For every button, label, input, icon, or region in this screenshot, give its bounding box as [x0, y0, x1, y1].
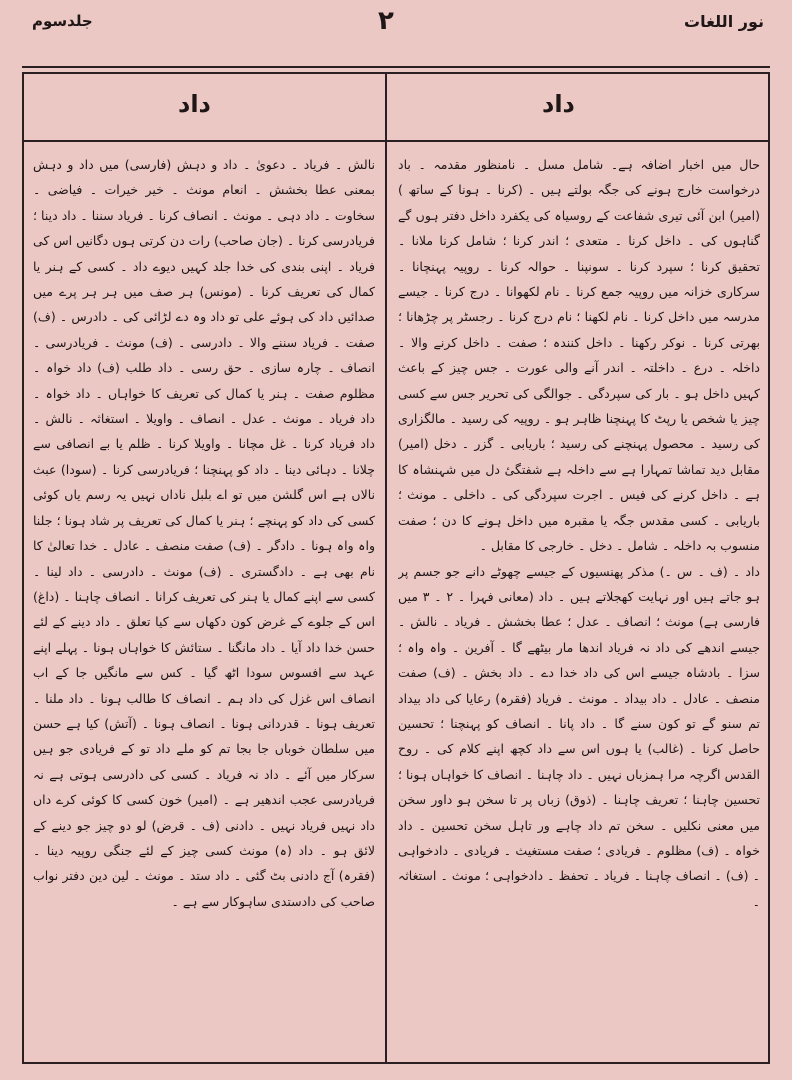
right-column-text: [398, 152, 760, 1052]
right-entry-paragraph: داد ۔ (ف ۔ س ۔) مذکر پھنسیوں کے جیسے چھوٹے دانے جو جسم پر ہو جاتے ہیں اور نہایت کھجلاتے ہیں ۔ داد (معانی فہرا ۔ ۲ ۔ ۳ میں فارسی ہے) مونث ؛ انصاف ۔ عدل ؛ عطا بخشش ۔ فریاد ۔ نالش ۔ جیسے اندھے کی داد نہ فریاد اندھا مار بیٹھے گا ۔ آفرین ۔ واہ واہ ؛ سزا ۔ بادشاہ جیسے اس کی داد خدا دے ۔ داد بخش ۔ (ف) صفت منصف ۔ عادل ۔ داد بیداد ۔ مونث ۔ فریاد (فقرہ) رعایا کی داد بیداد تم سنو گے تو کون سنے گا ۔ داد پانا ۔ انصاف کو پہنچنا ؛ تحسین حاصل کرنا ۔ (غالب) یا ہوں اس سے داد کچھ اپنے کلام کی ۔ روح القدس اگرچہ مرا ہمزباں نہیں ۔ داد چاہنا ۔ انصاف کا خواہاں ہونا ؛ تحسین چاہنا ؛ تعریف چاہنا ۔ (ذوق) زباں پر تا سخن ہو داور سخن میں معنی نکلیں ۔ سخن تم داد چاہے ور تاہل سخن تحسین ۔ داد خواہ ۔ (ف) مظلوم ۔ فریادی ؛ صفت مستغیث ۔ فریادی ۔ دادخواہی ۔ (ف) ۔ انصاف چاہنا ۔ فریاد ۔ تحفظ ۔ دادخواہی ؛ مونث ۔ استغاثہ ۔: [398, 563, 760, 909]
volume-label: جلدسوم: [32, 12, 93, 30]
left-entry-paragraph: نالش ۔ فریاد ۔ دعویٰ ۔ داد و دہش (فارسی) میں داد و دہش بمعنی عطا بخشش ۔ انعام مونث ۔ خیر خیرات ۔ فیاضی ۔ سخاوت ۔ داد دہی ۔ مونث ۔ انصاف کرنا ۔ فریاد سننا ۔ داد دینا ؛ فریادرسی کرنا ۔ (جان صاحب) رات دن کرتی ہوں دگانیں اس کی فریاد ۔ اپنی بندی کی خدا جلد کہیں دیوے داد ۔ کسی کے ہنر یا کمال کی تعریف کرنا ۔ (مونس) ہر صف میں ہر ہر پرے میں صدائیں داد کی ہوئے علی تو داد وہ دے لڑائی کی ۔ دادرس ۔ (ف) صفت ۔ فریاد سننے والا ۔ دادرسی ۔ (ف) مونث ۔ فریادرسی ۔ انصاف ۔ چارہ سازی ۔ حق رسی ۔ داد طلب (ف) داد خواہ ۔ مظلوم صفت ۔ ہنر یا کمال کی تعریف کا خواہاں ۔ داد خواہ ۔ داد فریاد ۔ مونث ۔ عدل ۔ انصاف ۔ واویلا ۔ استغاثہ ۔ نالش ۔ داد فریاد کرنا ۔ غل مچانا ۔ واویلا کرنا ۔ ظلم یا بے انصافی سے چلانا ۔ دہائی دینا ۔ داد کو پہنچنا ؛ فریادرسی کرنا ۔ (سودا) عبث نالاں ہے اس گلشن میں تو اے بلبل ناداں نہیں یہ رسم یاں کوئی کسی کی داد کو پہنچے ؛ ہنر یا کمال کی تعریف پر شاد ہونا ؛ جلنا واہ واہ ہونا ۔ دادگر ۔ (ف) صفت منصف ۔ عادل ۔ خدا تعالیٰ کا نام بھی ہے ۔ دادگستری ۔ (ف) مونث ۔ دادرسی ۔ داد لینا ۔ کسی سے اپنے کمال یا ہنر کی تعریف کرانا ۔ انصاف چاہنا ۔ (داغ) اس کے جلوے کے غرض کون دکھاں سے کیا تعلق ۔ داد دینے کے لئے حسن خدا داد آیا ۔ داد مانگنا ۔ ستائش کا خواہاں ہونا ۔ پہلے اپنے عہد سے افسوس سودا اٹھ گیا ۔ کس سے مانگیں جا کے اب انصاف اس غزل کی داد ہم ۔ انصاف کا طالب ہونا ۔ داد ملنا ۔ تعریف ہونا ۔ قدردانی ہونا ۔ انصاف ہونا ۔ (آتش) کیا ہے حسن میں سلطان خوباں جا بجا تم کو ملے داد تو کے فریادی جو ہیں سرکار میں آئے ۔ داد نہ فریاد ۔ کسی کی دادرسی ہوتی ہے نہ فریادرسی عجب اندھیر ہے ۔ (امیر) خون کسی کا کوئی کرے داں داد نہیں فریاد نہیں ۔ دادنی (ف ۔ قرض) لو دو چیز جو دینے کے لائق ہو ۔ داد (ہ) مونث کسی چیز کے لئے جنگی روپیہ دینا ۔ (فقرہ) آج دادنی بٹ گئی ۔ داد ستد ۔ مونث ۔ لین دین دفتر نواب صاحب کی دادستدی ساہوکار سے ہے ۔: [33, 157, 375, 909]
left-column-text: [33, 152, 375, 1052]
page-number: ۲: [378, 6, 394, 36]
column-divider: [385, 72, 387, 1064]
right-column-heading: داد: [542, 90, 575, 118]
left-heading-rule: [22, 140, 385, 142]
page-header: [18, 2, 776, 42]
right-heading-rule: [387, 140, 770, 142]
right-entry-paragraph: حال میں اخبار اضافہ ہے۔ شامل مسل ۔ نامنظور مقدمہ ۔ باد درخواست خارج ہونے کی جگہ بولتے ہیں ۔ (کرنا ۔ ہونا کے ساتھ ) (امیر) ابن آئی تیری شفاعت کے روسیاہ کی یکفرد داخل دفتر ہوں گے گناہوں کی ۔ داخل کرنا ۔ متعدی ؛ اندر کرنا ؛ شامل کرنا ملانا ۔ تحقیق کرنا ؛ سپرد کرنا ۔ سونپنا ۔ حوالہ کرنا ۔ روپیہ پہنچانا ۔ سرکاری خزانہ میں روپیہ جمع کرنا ۔ نام لکھوانا ۔ درج کرنا ۔ جیسے مدرسہ میں داخل کرنا ۔ نام لکھنا ؛ نام درج کرنا ۔ رجسٹر پر چڑھانا ؛ بھرتی کرنا ۔ نوکر رکھنا ۔ داخل کنندہ ؛ صفت ۔ داخل کرنے والا ۔ داخلہ ۔ درع ۔ داخلتہ ۔ اندر آنے والی عورت ۔ جس چیز کے باعث کہیں داخل ہو ۔ بار کی سپردگی ۔ جوالگی کی تحریر جس سے کسی چیز یا شخص یا رپٹ کا پہنچنا ظاہر ہو ۔ روپیہ کی رسید ۔ مالگزاری کی رسید ۔ محصول پہنچنے کی رسید ؛ باریابی ۔ گزر ۔ دخل (امیر) مقابل دید تماشا تمہارا ہے سے داخلہ ہے شفتگیٔ دل میں شہنشاہ کا ہے ۔ داخل کرنے کی فیس ۔ اجرت سپردگی کی ۔ داخلی ۔ مونث ؛ باریابی ۔ کسی مقدس جگہ یا مقبرہ میں داخل ہونے کا دن ؛ صفت منسوب بہ داخلہ ۔ شامل ۔ دخل ۔ خارجی کا مقابل ۔: [398, 157, 760, 554]
left-column-heading: داد: [178, 90, 211, 118]
book-title: نور اللغات: [684, 12, 764, 31]
frame-top-rule: [22, 66, 770, 68]
